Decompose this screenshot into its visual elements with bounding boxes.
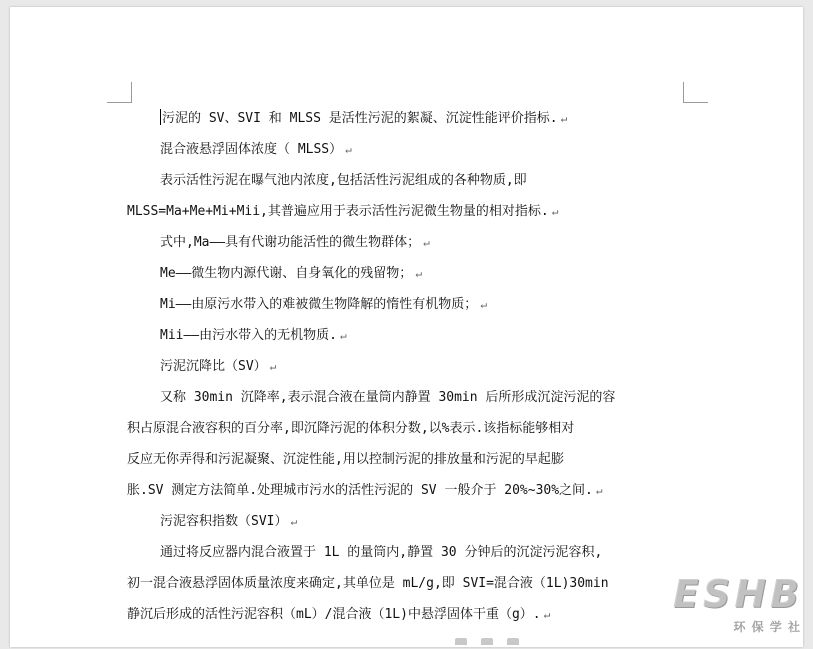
- doc-line[interactable]: 混合液悬浮固体浓度（ MLSS） ↵: [160, 142, 352, 157]
- doc-line[interactable]: Mii——由污水带入的无机物质. ↵: [160, 328, 347, 343]
- doc-line[interactable]: 积占原混合液容积的百分率,即沉降污泥的体积分数,以%表示.该指标能够相对: [127, 421, 575, 436]
- document-body[interactable]: [127, 107, 687, 634]
- toolbar-icon: [481, 638, 493, 645]
- toolbar-icon: [507, 638, 519, 645]
- paragraph-mark: ↵: [560, 112, 568, 125]
- doc-line[interactable]: 又称 30min 沉降率,表示混合液在量筒内静置 30min 后所形成沉淀污泥的容: [160, 390, 616, 405]
- paragraph-mark: ↵: [551, 205, 559, 218]
- doc-line[interactable]: 式中,Ma——具有代谢功能活性的微生物群体； ↵: [160, 235, 430, 250]
- doc-line[interactable]: 污泥沉降比（SV） ↵: [160, 359, 277, 374]
- doc-line[interactable]: 胀.SV 测定方法简单.处理城市污水的活性污泥的 SV 一般介于 20%~30%之间. ↵: [127, 483, 603, 498]
- paragraph-mark: ↵: [269, 360, 277, 373]
- crop-mark-top-left: [107, 82, 132, 103]
- doc-line[interactable]: MLSS=Ma+Me+Mi+Mii,其普遍应用于表示活性污泥微生物量的相对指标. ↵: [127, 204, 559, 219]
- paragraph-mark: ↵: [339, 329, 347, 342]
- doc-line[interactable]: 污泥的 SV、SVI 和 MLSS 是活性污泥的絮凝、沉淀性能评价指标. ↵: [162, 111, 568, 126]
- site-watermark: [635, 572, 805, 634]
- doc-line[interactable]: 污泥容积指数（SVI） ↵: [160, 514, 298, 529]
- crop-mark-top-right: [683, 82, 708, 103]
- doc-line[interactable]: 初一混合液悬浮固体质量浓度来确定,其单位是 mL/g,即 SVI=混合液（1L)30min: [127, 576, 609, 591]
- doc-line[interactable]: 表示活性污泥在曝气池内浓度,包括活性污泥组成的各种物质,即: [160, 173, 527, 188]
- doc-line[interactable]: Me——微生物内源代谢、自身氧化的残留物； ↵: [160, 266, 422, 281]
- watermark-subtitle: 环 保 学 社: [733, 620, 801, 634]
- paragraph-mark: ↵: [345, 143, 352, 156]
- text-cursor: [160, 109, 161, 125]
- paragraph-mark: ↵: [290, 515, 298, 528]
- paragraph-mark: ↵: [543, 608, 551, 621]
- paragraph-mark: ↵: [423, 236, 430, 249]
- watermark-logo: ESHB: [672, 572, 803, 616]
- doc-line[interactable]: 静沉后形成的活性污泥容积（mL）/混合液（1L)中悬浮固体干重（g）. ↵: [127, 607, 551, 622]
- document-page: [10, 7, 803, 647]
- doc-line[interactable]: 通过将反应器内混合液置于 1L 的量筒内,静置 30 分钟后的沉淀污泥容积,: [160, 545, 603, 560]
- doc-line[interactable]: 反应无你弄得和污泥凝聚、沉淀性能,用以控制污泥的排放量和污泥的早起膨: [127, 452, 564, 467]
- paragraph-mark: ↵: [415, 267, 422, 280]
- doc-line[interactable]: Mi——由原污水带入的难被微生物降解的惰性有机物质； ↵: [160, 297, 487, 312]
- toolbar-icon: [455, 638, 467, 645]
- paragraph-mark: ↵: [480, 298, 487, 311]
- paragraph-mark: ↵: [595, 484, 603, 497]
